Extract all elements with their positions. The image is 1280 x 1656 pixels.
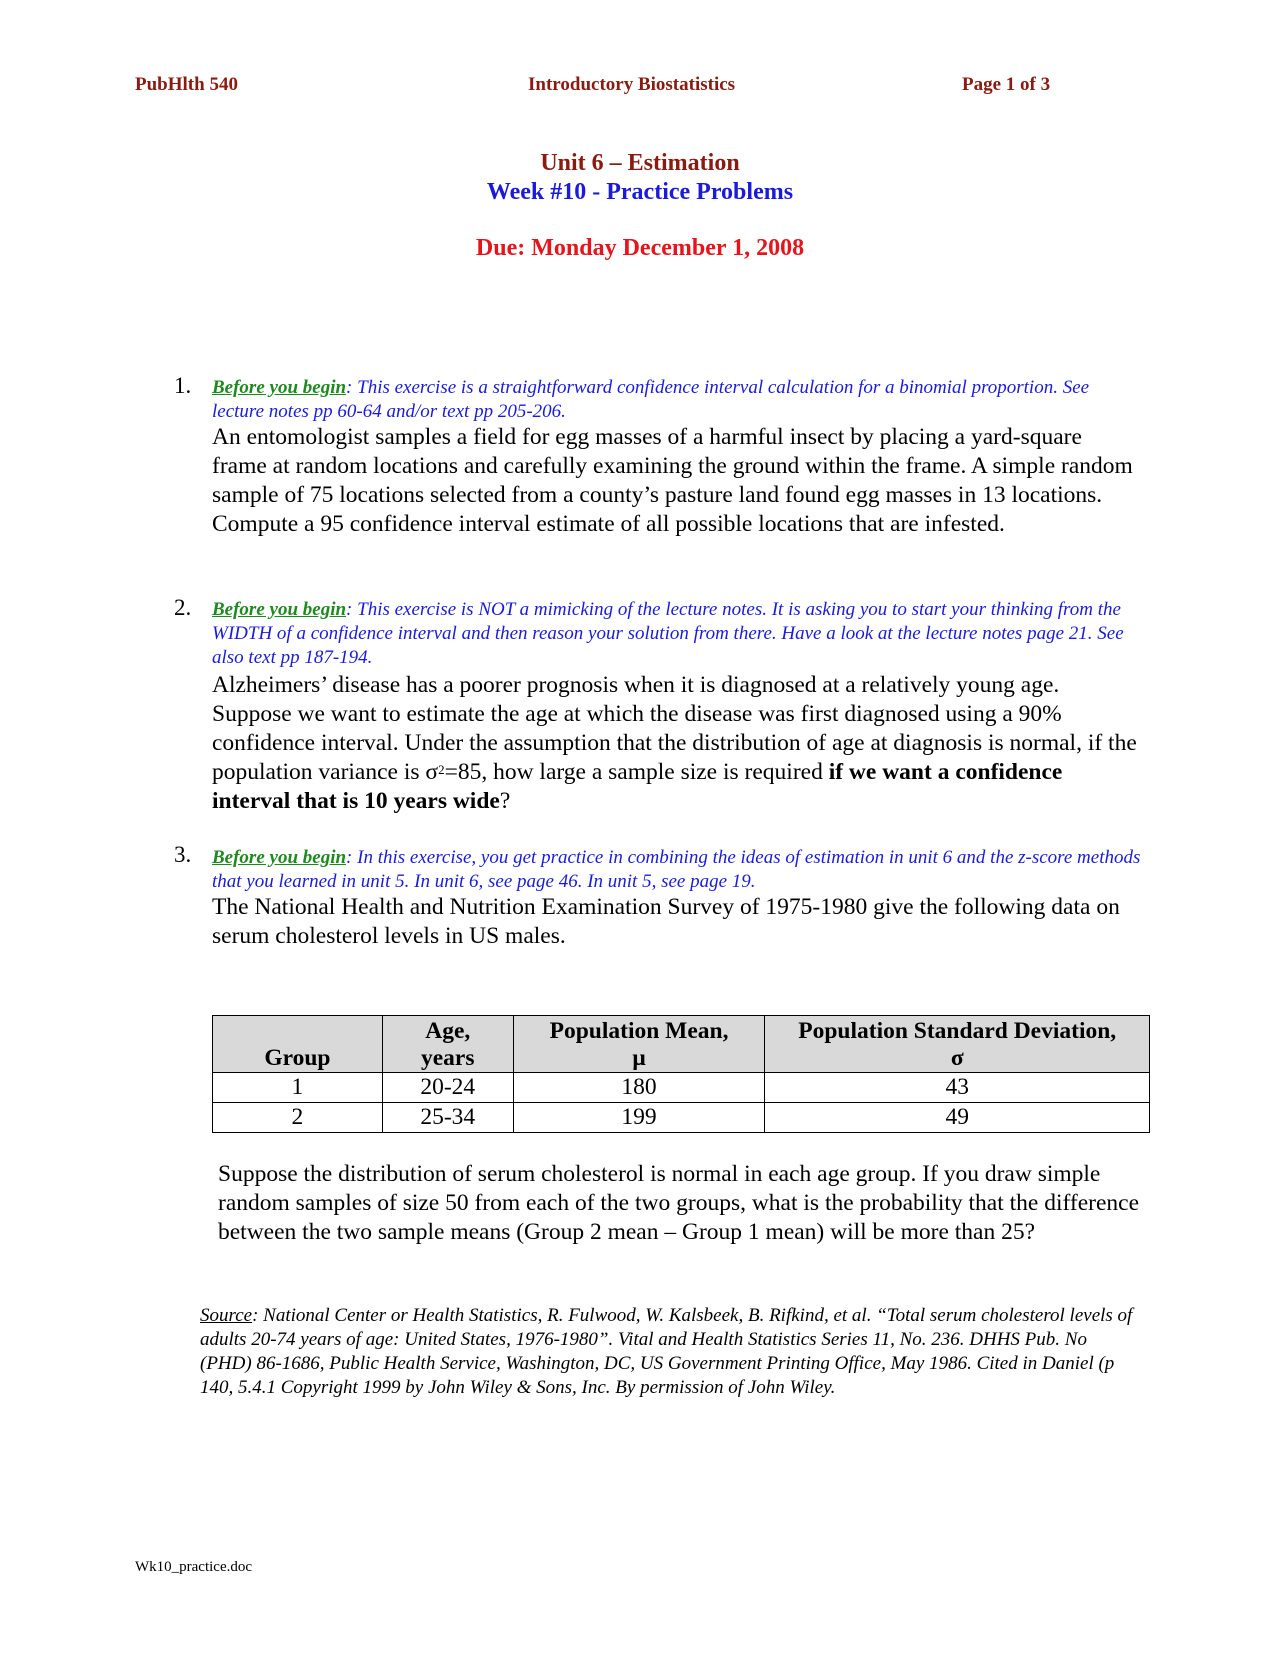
table-cell: 20-24 <box>382 1073 513 1103</box>
due-date: Due: Monday December 1, 2008 <box>475 235 805 261</box>
problem-1-number: 1. <box>174 373 192 398</box>
table-row <box>213 1073 1150 1103</box>
header-page-number: Page 1 of 3 <box>962 74 1051 95</box>
table-header-group: Group <box>213 1016 383 1073</box>
problem-3-number: 3. <box>174 842 192 867</box>
table-header-age: Age, years <box>382 1016 513 1073</box>
table-cell: 49 <box>765 1103 1150 1133</box>
source-label: Source <box>200 1305 253 1326</box>
problem-2-body-text: Alzheimers’ disease has a poorer prognosis when it is diagnosed at a relatively young age. Suppose we want to estimate the age at which the disease was first diagnosed using a 90% confidence interval. Under the assumption that the distribution of age at diagnosis is normal, if the population variance is σ <box>212 672 1137 785</box>
problem-2-hint-text: : This exercise is NOT a mimicking of the lecture notes. It is asking you to start your thinking from the WIDTH of a confidence interval and then reason your solution from there. Have a look at the lecture notes page 21. See also text pp 187-194. <box>212 599 1124 668</box>
header-course: PubHlth 540 <box>135 74 238 95</box>
problem-2-hint <box>212 598 1142 670</box>
problem-3-hint <box>212 846 1142 894</box>
problem-1-hint <box>212 376 1142 424</box>
header-title: Introductory Biostatistics <box>528 74 736 95</box>
problem-2-body-end: ? <box>499 788 511 814</box>
table-header-mean: Population Mean, μ <box>513 1016 765 1073</box>
problem-3-question: Suppose the distribution of serum cholesterol is normal in each age group. If you draw simple random samples of size 50 from each of the two groups, what is the probability that the difference between the two sample means (Group 2 mean – Group 1 mean) will be more than 25? <box>218 1161 1140 1245</box>
footer-filename: Wk10_practice.doc <box>135 1559 253 1575</box>
problem-2-body-text-cont: =85, how large a sample size is required <box>444 759 829 785</box>
source-citation <box>200 1304 1140 1400</box>
table-cell: 180 <box>513 1073 765 1103</box>
table-row <box>213 1103 1150 1133</box>
table-cell: 43 <box>765 1073 1150 1103</box>
superscript-two: 2 <box>438 762 445 777</box>
problem-3-hint-text: : In this exercise, you get practice in combining the ideas of estimation in unit 6 and the z-score methods that you learned in unit 5. In unit 6, see page 46. In unit 5, see page 19. <box>212 847 1141 892</box>
problem-1-body: An entomologist samples a field for egg masses of a harmful insect by placing a yard-square frame at random locations and carefully examining the ground within the frame. A simple random sample of 75 locations selected from a county’s pasture land found egg masses in 13 locations. Compute a 95 confidence interval estimate of all possible locations that are infested. <box>212 424 1133 537</box>
table-cell: 199 <box>513 1103 765 1133</box>
problem-2-number: 2. <box>174 595 192 620</box>
unit-title: Unit 6 – Estimation <box>540 150 740 176</box>
problem-2-emphasis: if we want a confidence interval that is 10 years wide <box>212 759 1063 814</box>
before-you-begin-label: Before you begin <box>212 377 347 398</box>
problem-1-hint-text: : This exercise is a straightforward confidence interval calculation for a binomial proportion. See lecture notes pp 60-64 and/or text pp 205-206. <box>212 377 1090 422</box>
before-you-begin-label: Before you begin <box>212 847 347 868</box>
before-you-begin-label: Before you begin <box>212 599 347 620</box>
problem-3-body: The National Health and Nutrition Examination Survey of 1975-1980 give the following data on serum cholesterol levels in US males. <box>212 894 1120 949</box>
week-title: Week #10 - Practice Problems <box>486 179 794 205</box>
table-cell: 25-34 <box>382 1103 513 1133</box>
cholesterol-table <box>212 1015 1150 1133</box>
source-text: : National Center or Health Statistics, R. Fulwood, W. Kalsbeek, B. Rifkind, et al. “Total serum cholesterol levels of adults 20-74 years of age: United States, 1976-1980”. Vital and Health Statistics Series 11, No. 236. DHHS Pub. No (PHD) 86-1686, Public Health Service, Washington, DC, US Government Printing Office, May 1986. Cited in Daniel (p 140, 5.4.1 Copyright 1999 by John Wiley & Sons, Inc. By permission of John Wiley. <box>200 1305 1133 1398</box>
table-cell: 2 <box>213 1103 383 1133</box>
problem-2-body <box>212 671 1137 816</box>
table-header-sd: Population Standard Deviation, σ <box>765 1016 1150 1073</box>
table-header-row <box>213 1016 1150 1073</box>
table-cell: 1 <box>213 1073 383 1103</box>
